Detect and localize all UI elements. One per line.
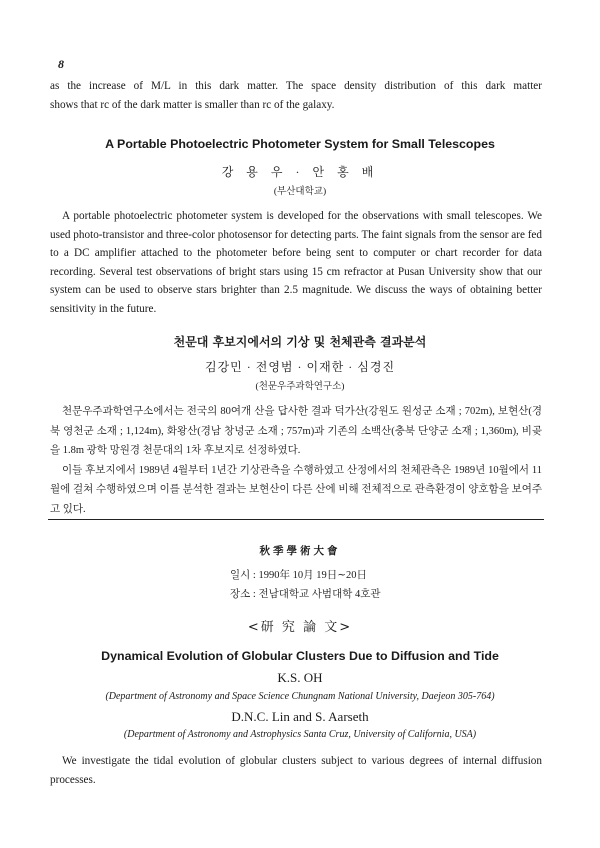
article2-authors: 김강민 · 전영범 · 이재한 · 심경진 [204,360,396,374]
article1-affiliation: (부산대학교) [273,187,327,197]
article1-abstract [50,207,542,319]
intro-line-1: as the increase of M/L in this dark matter. The space density distribution of this dark matter [50,80,542,92]
article2-body [50,402,542,519]
article1-abstract-text: A portable photoelectric photometer system is developed for the observations with small telescopes. We used photo-transistor and three-color photosensor for detecting parts. The faint signals from the sensor are fed to a DC amplifier attached to the photometer before being sent to computer or chart recorder for data recording. Several test observations of bright stars using 15 cm refractor at Pusan University show that our system can be used to observe stars brighter than 2.5 magnitude. We discuss the ways of obtaining better sensitivity in the future. [50,210,542,315]
conference-name: 秋季學術大會 [259,545,341,557]
article3-affiliation1: (Department of Astronomy and Space Science Chungnam National University, Daejeon 305-764) [105,691,495,702]
section-divider [48,519,544,520]
article2-title: 천문대 후보지에서의 기상 및 천체관측 결과분석 [173,335,427,349]
conference-place: 장소 : 전남대학교 사범대학 4호관 [230,589,381,600]
page-number: 8 [58,57,64,71]
article2-affiliation: (천문우주과학연구소) [255,382,345,392]
article2-paragraph-1: 천문우주과학연구소에서는 전국의 80여개 산을 답사한 결과 덕가산(강원도 원성군 소재 ; 702m), 보현산(경북 영천군 소재 ; 1,124m), 화왕산(경남 창녕군 소재 ; 757m)과 기존의 소백산(충북 단양군 소재 ; 1,360m), 비곶을 1.8m 광학 망원경 천문대의 1차 후보지로 선정하였다. [50,406,542,456]
article3-author2: D.N.C. Lin and S. Aarseth [231,709,369,724]
article3-title: Dynamical Evolution of Globular Clusters Due to Diffusion and Tide [101,649,499,663]
article1-title: A Portable Photoelectric Photometer System for Small Telescopes [105,137,495,151]
section-title: <研 究 論 文> [247,620,353,635]
article3-abstract-text: We investigate the tidal evolution of globular clusters subject to various degrees of internal diffusion processes. [50,755,542,786]
article3-affiliation2: (Department of Astronomy and Astrophysics Santa Cruz, University of California, USA) [123,729,477,740]
conference-date: 일시 : 1990年 10月 19日∼20日 [230,570,368,581]
intro-paragraph [50,77,542,114]
article2-paragraph-2: 이들 후보지에서 1989년 4월부터 1년간 기상관측을 수행하였고 산정에서의 천체관측은 1989년 10월에서 11월에 걸쳐 수행하였으며 이를 분석한 결과는 보현산이 다른 산에 비해 전체적으로 관측환경이 양호함을 보여주고 있다. [50,464,542,515]
article3-abstract [50,752,542,789]
article1-authors: 강 용 우 · 안 홍 배 [221,165,379,179]
article3-author1: K.S. OH [277,670,323,685]
intro-line-2: shows that rc of the dark matter is smaller than rc of the galaxy. [50,98,335,111]
